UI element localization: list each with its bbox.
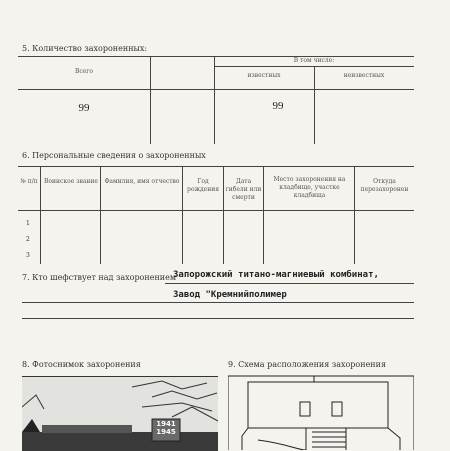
section-9-title: 9. Схема расположения захоронения	[228, 360, 387, 369]
header-including: В том числе:	[293, 57, 335, 64]
header-burial-place: Место захоронения на кладбище, участке кладбища	[273, 176, 346, 199]
header-total: Всего	[74, 68, 94, 75]
burial-photo	[22, 376, 218, 451]
row-number: 3	[26, 252, 30, 259]
row-number: 2	[26, 236, 30, 243]
section-6-title: 6. Персональные сведения о захороненных	[22, 151, 206, 160]
section-7-label: 7. Кто шефствует над захоронением	[22, 273, 177, 282]
memorial-plaque: 1941 1945	[156, 420, 176, 436]
section-8-title: 8. Фотоснимок захоронения	[22, 360, 141, 369]
header-unknown: неизвестных	[343, 72, 385, 79]
patron-line-2: Завод "Кремнийполимер	[173, 290, 287, 300]
personal-data-table	[18, 166, 414, 264]
header-reburied-from: Откуда перезахоронен	[360, 178, 409, 193]
section-5-title: 5. Количество захороненных:	[22, 44, 148, 53]
burials-count-table	[18, 56, 414, 144]
header-known: известных	[247, 72, 281, 79]
burial-layout-scheme	[228, 374, 414, 450]
total-burials-value: 99	[78, 102, 90, 114]
header-rank: Воинское звание	[44, 178, 98, 185]
header-birth-year: Год рождения	[186, 178, 219, 193]
header-name: Фамилия, имя отчество	[104, 178, 180, 185]
patron-line-1: Запорожский титано-магниевый комбинат,	[173, 270, 379, 280]
header-death-date: Дата гибели или смерти	[225, 178, 262, 201]
header-num: № п/п	[20, 178, 38, 185]
row-number: 1	[26, 220, 30, 227]
known-burials-value: 99	[272, 100, 284, 112]
